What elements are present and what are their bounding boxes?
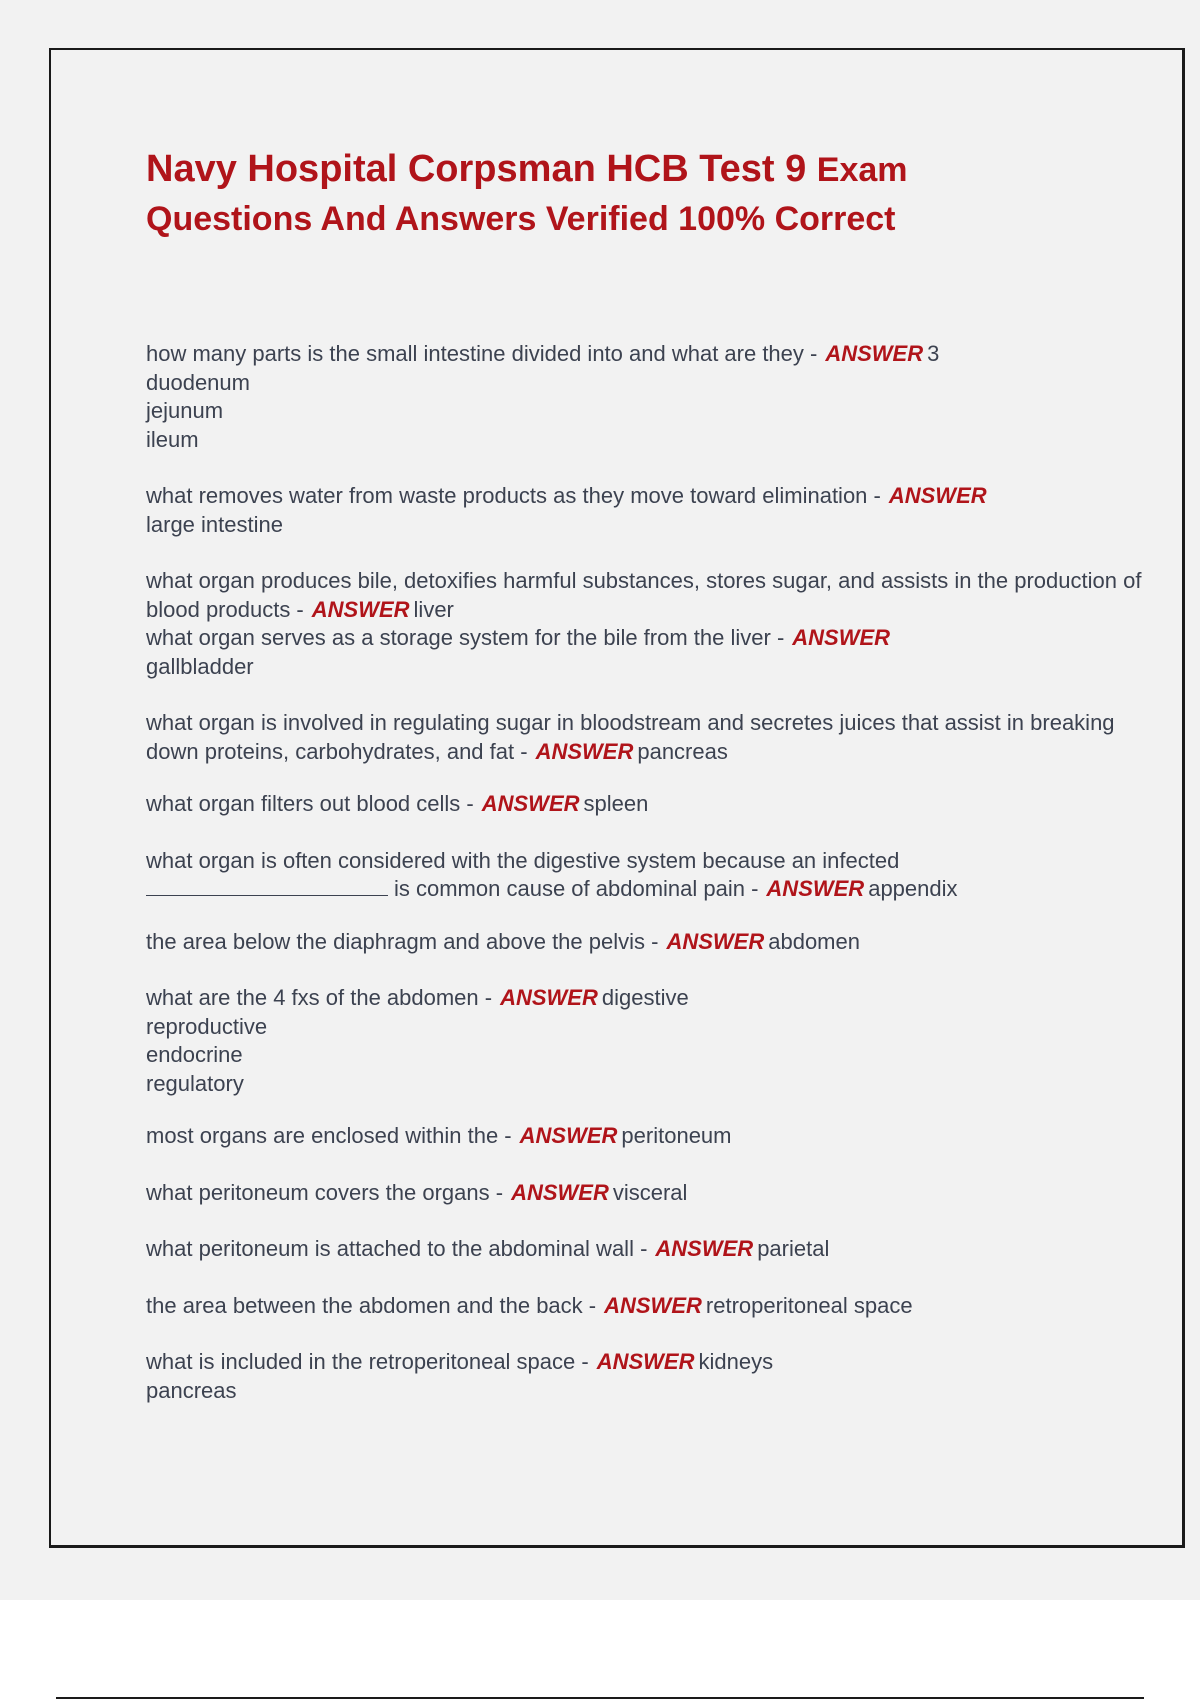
question-text-start: what organ is often considered with the digestive system because an infected <box>146 847 900 873</box>
question-text: what peritoneum is attached to the abdominal wall - <box>146 1236 648 1261</box>
question-text: what peritoneum covers the organs - <box>146 1179 504 1205</box>
answer-text: liver <box>413 596 454 622</box>
answer-label: ANSWER <box>604 1292 702 1318</box>
answer-label: ANSWER <box>535 738 634 764</box>
question-text: the area below the diaphragm and above the pelvis - <box>146 928 659 954</box>
question-text: what organ serves as a storage system for the bile from the liver - <box>146 625 785 650</box>
question-text: most organs are enclosed within the - <box>146 1123 512 1148</box>
title-line-2: Questions And Answers Verified 100% Correct <box>146 200 896 238</box>
qa-item <box>146 482 1146 539</box>
answer-text: 3 duodenum jejunum ileum <box>146 341 940 452</box>
answer-label: ANSWER <box>825 341 924 366</box>
answer-text: abdomen <box>768 928 860 954</box>
qa-item <box>146 1122 1146 1151</box>
qa-item <box>146 567 1146 624</box>
answer-label: ANSWER <box>666 928 765 954</box>
qa-item <box>146 1235 1146 1264</box>
question-text: what are the 4 fxs of the abdomen - <box>146 985 493 1010</box>
qa-item <box>146 1292 1146 1321</box>
answer-label: ANSWER <box>655 1236 754 1261</box>
qa-item <box>146 928 1146 957</box>
title-line-1-tail: Exam <box>816 151 908 189</box>
qa-item <box>146 1179 1146 1208</box>
qa-item <box>146 709 1146 766</box>
qa-item <box>146 340 1146 454</box>
qa-list <box>146 340 1146 1405</box>
title-line-1 <box>146 146 908 193</box>
answer-text: peritoneum <box>621 1123 732 1148</box>
answer-text: gallbladder <box>146 653 254 679</box>
fill-in-blank-line <box>146 877 388 896</box>
document-title <box>146 146 908 245</box>
answer-text: visceral <box>612 1179 688 1205</box>
qa-item <box>146 624 1146 681</box>
document-page <box>49 48 1185 1548</box>
answer-text: spleen <box>583 791 649 816</box>
next-page-band <box>0 1600 1200 1700</box>
answer-label: ANSWER <box>500 985 598 1010</box>
question-text: is common cause of abdominal pain - <box>394 876 759 901</box>
next-page-rule <box>56 1697 1144 1699</box>
question-text: what organ produces bile, detoxifies harmful substances, stores sugar, and assists in the production of blood products - <box>146 568 1142 622</box>
answer-text: digestive reproductive endocrine regulatory <box>146 985 689 1096</box>
answer-label: ANSWER <box>596 1349 695 1374</box>
answer-text: appendix <box>868 876 958 901</box>
answer-text: retroperitoneal space <box>705 1292 913 1318</box>
answer-text: pancreas <box>637 738 728 764</box>
question-text: what is included in the retroperitoneal space - <box>146 1349 589 1374</box>
answer-text: kidneys pancreas <box>146 1349 774 1403</box>
question-text: the area between the abdomen and the back - <box>146 1292 597 1318</box>
title-line-1-main: Navy Hospital Corpsman HCB Test 9 <box>146 148 807 190</box>
qa-item <box>146 984 1146 1098</box>
answer-label: ANSWER <box>792 625 891 650</box>
answer-text: parietal <box>757 1236 830 1261</box>
answer-label: ANSWER <box>311 596 410 622</box>
answer-label: ANSWER <box>888 483 987 508</box>
answer-label: ANSWER <box>481 791 580 816</box>
qa-item <box>146 790 1146 819</box>
answer-text: large intestine <box>146 511 283 537</box>
question-text: what organ is involved in regulating sugar in bloodstream and secretes juices that assist in breaking down proteins, carbohydrates, and fat - <box>146 710 1115 764</box>
question-text: what organ filters out blood cells - <box>146 791 474 816</box>
question-text: what removes water from waste products as they move toward elimination - <box>146 483 881 508</box>
answer-label: ANSWER <box>766 876 865 901</box>
question-text: how many parts is the small intestine divided into and what are they - <box>146 341 818 366</box>
answer-label: ANSWER <box>511 1179 609 1205</box>
qa-item <box>146 1348 1146 1405</box>
qa-item <box>146 847 1146 904</box>
answer-label: ANSWER <box>519 1123 618 1148</box>
